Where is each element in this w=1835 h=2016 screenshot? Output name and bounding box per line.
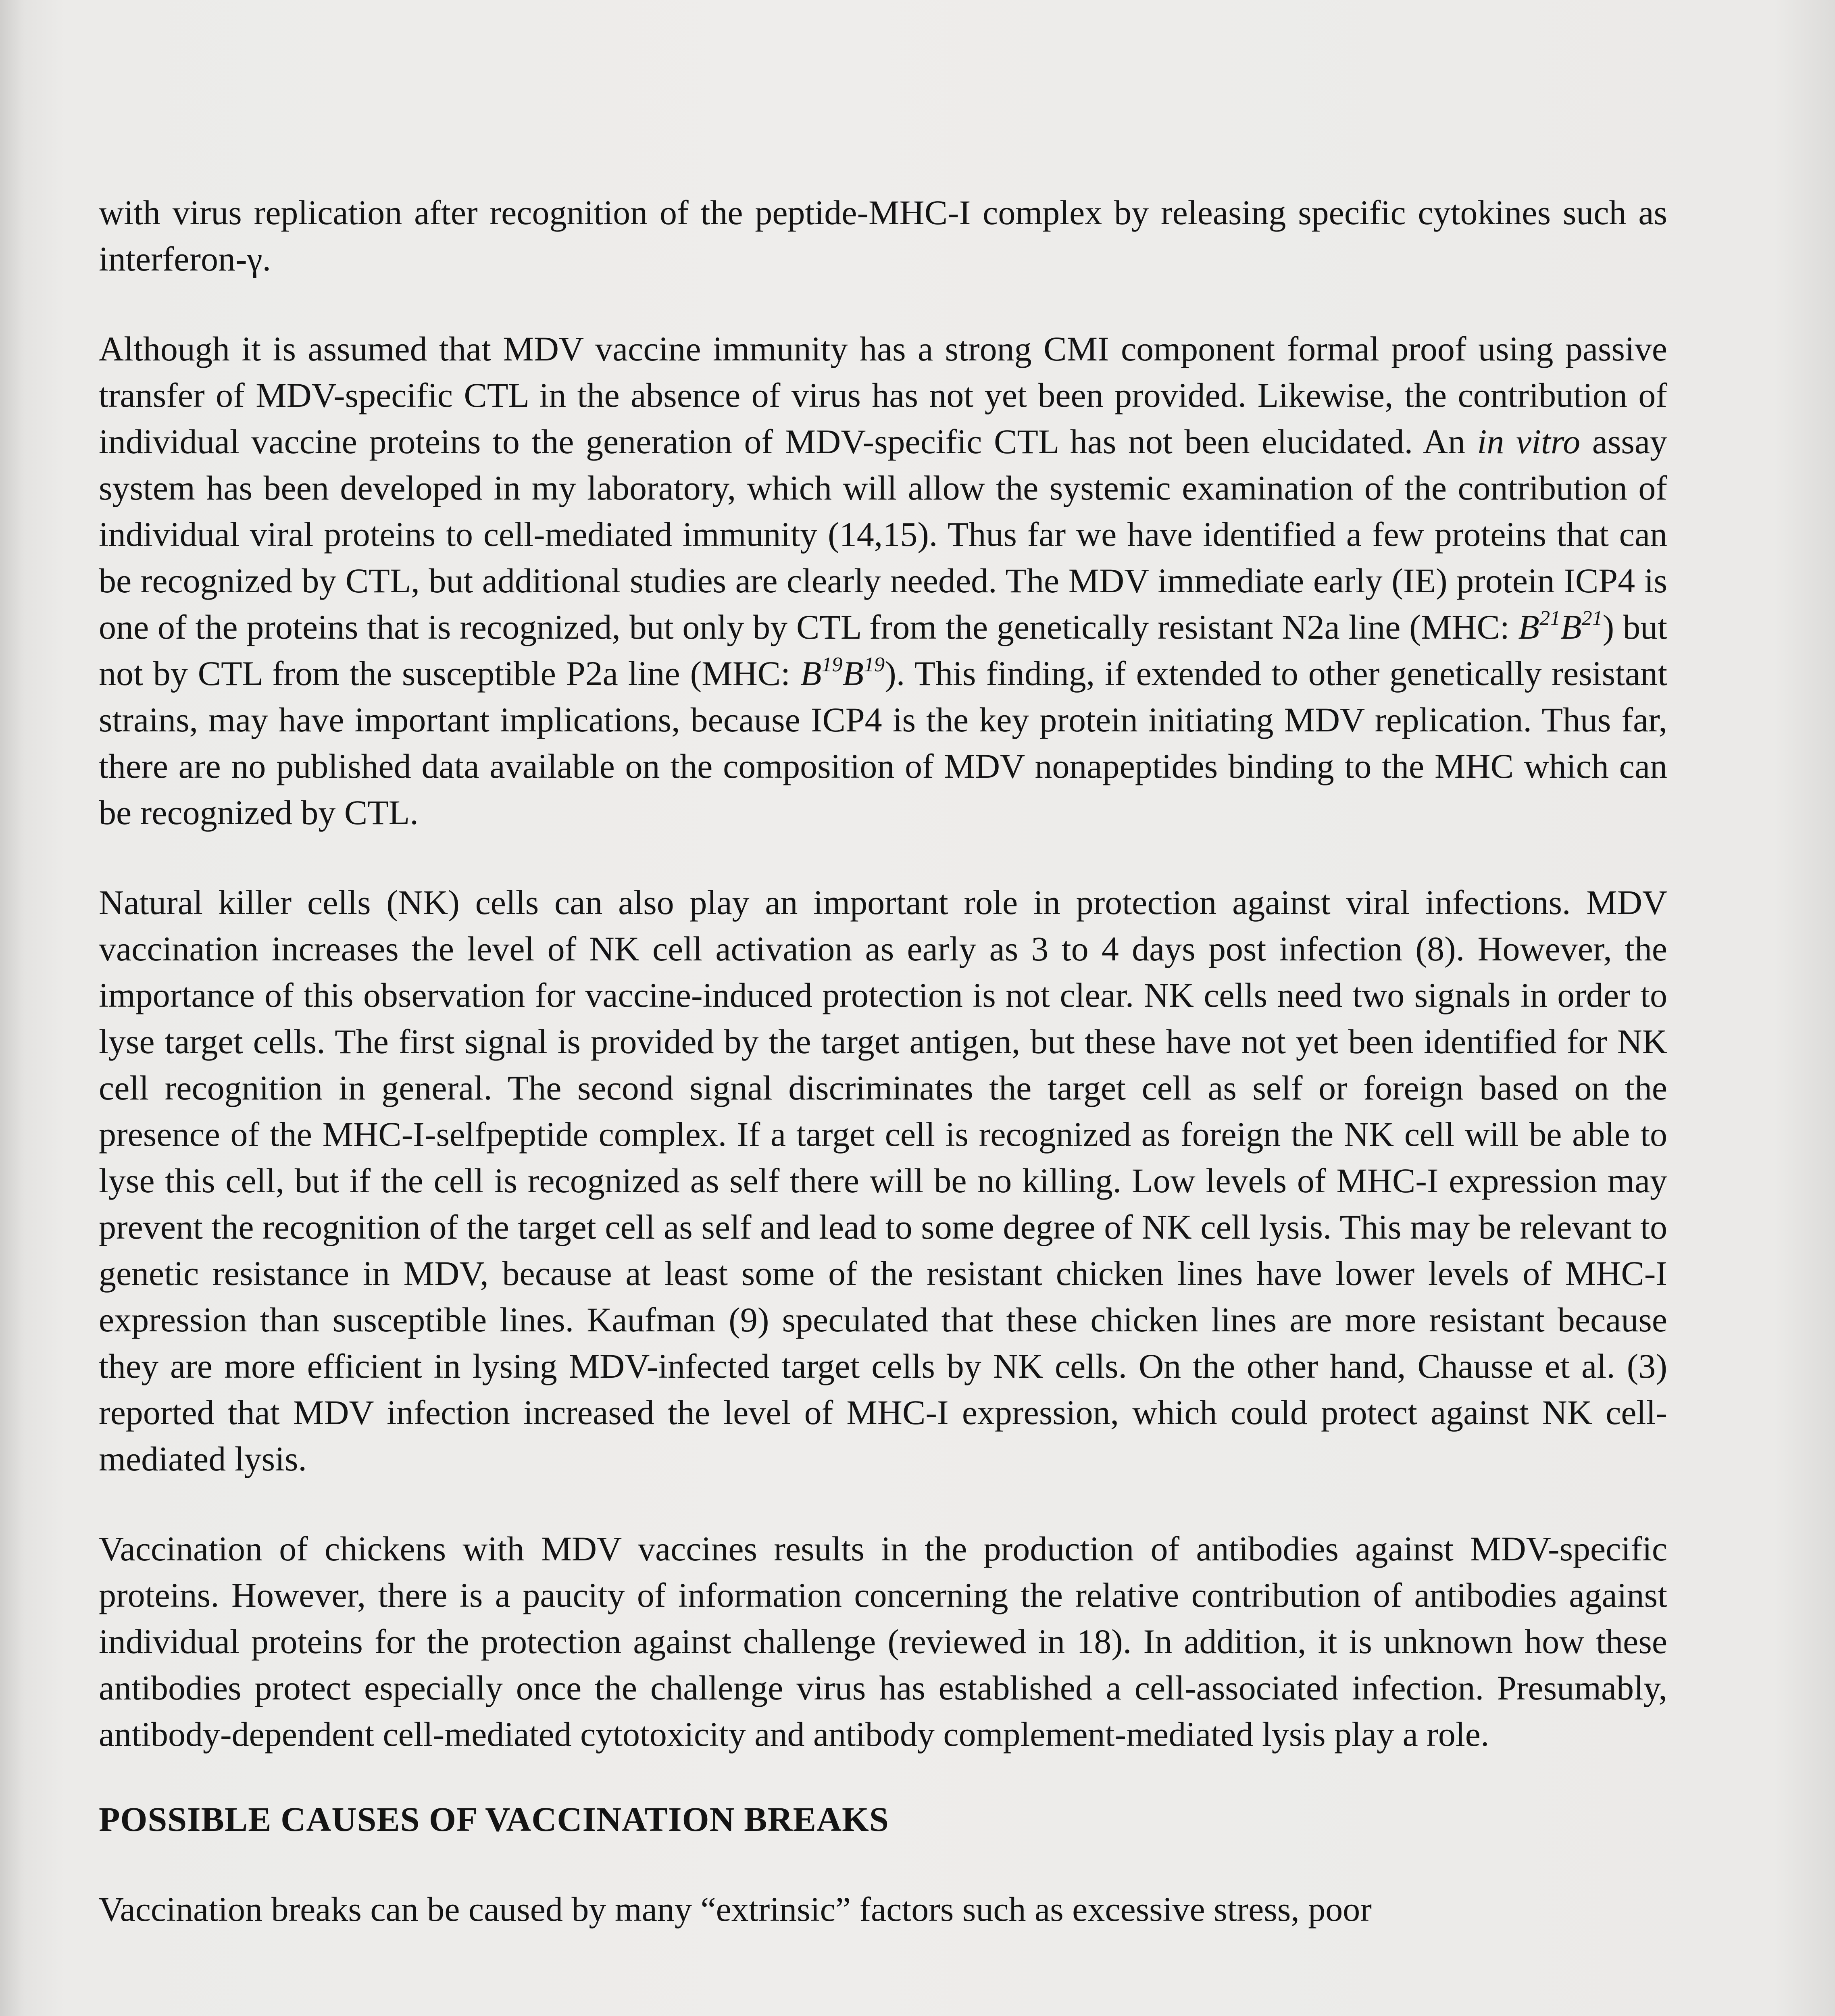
paragraph-ctl bbox=[99, 326, 1667, 836]
paragraph-vaccination-breaks: Vaccination breaks can be caused by many “extrinsic” factors such as excessive stress, poor bbox=[99, 1890, 1372, 1929]
allele-susceptible-base-2: B bbox=[842, 654, 864, 693]
allele-resistant bbox=[1518, 608, 1603, 646]
paragraph-nk-cells: Natural killer cells (NK) cells can also play an important role in protection against viral infections. MDV vaccination increases the level of NK cell activation as early as 3 to 4 days post infection (8). However, the importance of this observation for vaccine-induced protection is not clear. NK cells need two signals in order to lyse target cells. The first signal is provided by the target antigen, but these have not yet been identified for NK cell recognition in general. The second signal discriminates the target cell as self or foreign based on the presence of the MHC-I-selfpeptide complex. If a target cell is recognized as foreign the NK cell will be able to lyse this cell, but if the cell is recognized as self there will be no killing. Low levels of MHC-I expression may prevent the recognition of the target cell as self and lead to some degree of NK cell lysis. This may be relevant to genetic resistance in MDV, because at least some of the resistant chicken lines have lower levels of MHC-I expression than susceptible lines. Kaufman (9) speculated that these chicken lines are more resistant because they are more efficient in lysing MDV-infected target cells by NK cells. On the other hand, Chausse et al. (3) reported that MDV infection increased the level of MHC-I expression, which could protect against NK cell-mediated lysis. bbox=[99, 883, 1667, 1478]
allele-resistant-sup-1: 21 bbox=[1539, 607, 1561, 630]
ctl-text-3: ) but not by CTL from the susceptible P2a line (MHC: bbox=[99, 608, 1667, 693]
section-heading: POSSIBLE CAUSES OF VACCINATION BREAKS bbox=[99, 1800, 889, 1839]
allele-susceptible bbox=[800, 654, 885, 693]
paragraph-cytokines: with virus replication after recognition of the peptide-MHC-I complex by releasing specific cytokines such as interferon-γ. bbox=[99, 193, 1667, 278]
allele-susceptible-sup-1: 19 bbox=[821, 653, 843, 676]
paragraph-antibodies: Vaccination of chickens with MDV vaccines results in the production of antibodies against MDV-specific proteins. However, there is a paucity of information concerning the relative contribution of antibodies against individual proteins for the protection against challenge (reviewed in 18). In addition, it is unknown how these antibodies protect especially once the challenge virus has established a cell-associated infection. Presumably, antibody-dependent cell-mediated cytotoxicity and antibody complement-mediated lysis play a role. bbox=[99, 1529, 1667, 1754]
body-text bbox=[99, 190, 1667, 1976]
allele-susceptible-sup-2: 19 bbox=[864, 653, 885, 676]
allele-susceptible-base-1: B bbox=[800, 654, 822, 693]
allele-resistant-base-2: B bbox=[1560, 608, 1582, 646]
ctl-italic-in-vitro: in vitro bbox=[1477, 422, 1581, 461]
ctl-text-4: ). This finding, if extended to other genetically resistant strains, may have important implications, because ICP4 is the key protein initiating MDV replication. Thus far, there are no published data available on the composition of MDV nonapeptides binding to the MHC which can be recognized by CTL. bbox=[99, 654, 1668, 832]
ctl-text-1: Although it is assumed that MDV vaccine immunity has a strong CMI component formal proof using passive transfer of MDV-specific CTL in the absence of virus has not yet been provided. Likewise, the contribution of individual vaccine proteins to the generation of MDV-specific CTL has not been elucidated. An bbox=[99, 329, 1667, 461]
allele-resistant-sup-2: 21 bbox=[1581, 607, 1603, 630]
allele-resistant-base-1: B bbox=[1518, 608, 1540, 646]
ctl-text-2: assay system has been developed in my laboratory, which will allow the systemic examination of the contribution of individual viral proteins to cell-mediated immunity (14,15). Thus far we have identified a few proteins that can be recognized by CTL, but additional studies are clearly needed. The MDV immediate early (IE) protein ICP4 is one of the proteins that is recognized, but only by CTL from the genetically resistant N2a line (MHC: bbox=[99, 422, 1667, 646]
